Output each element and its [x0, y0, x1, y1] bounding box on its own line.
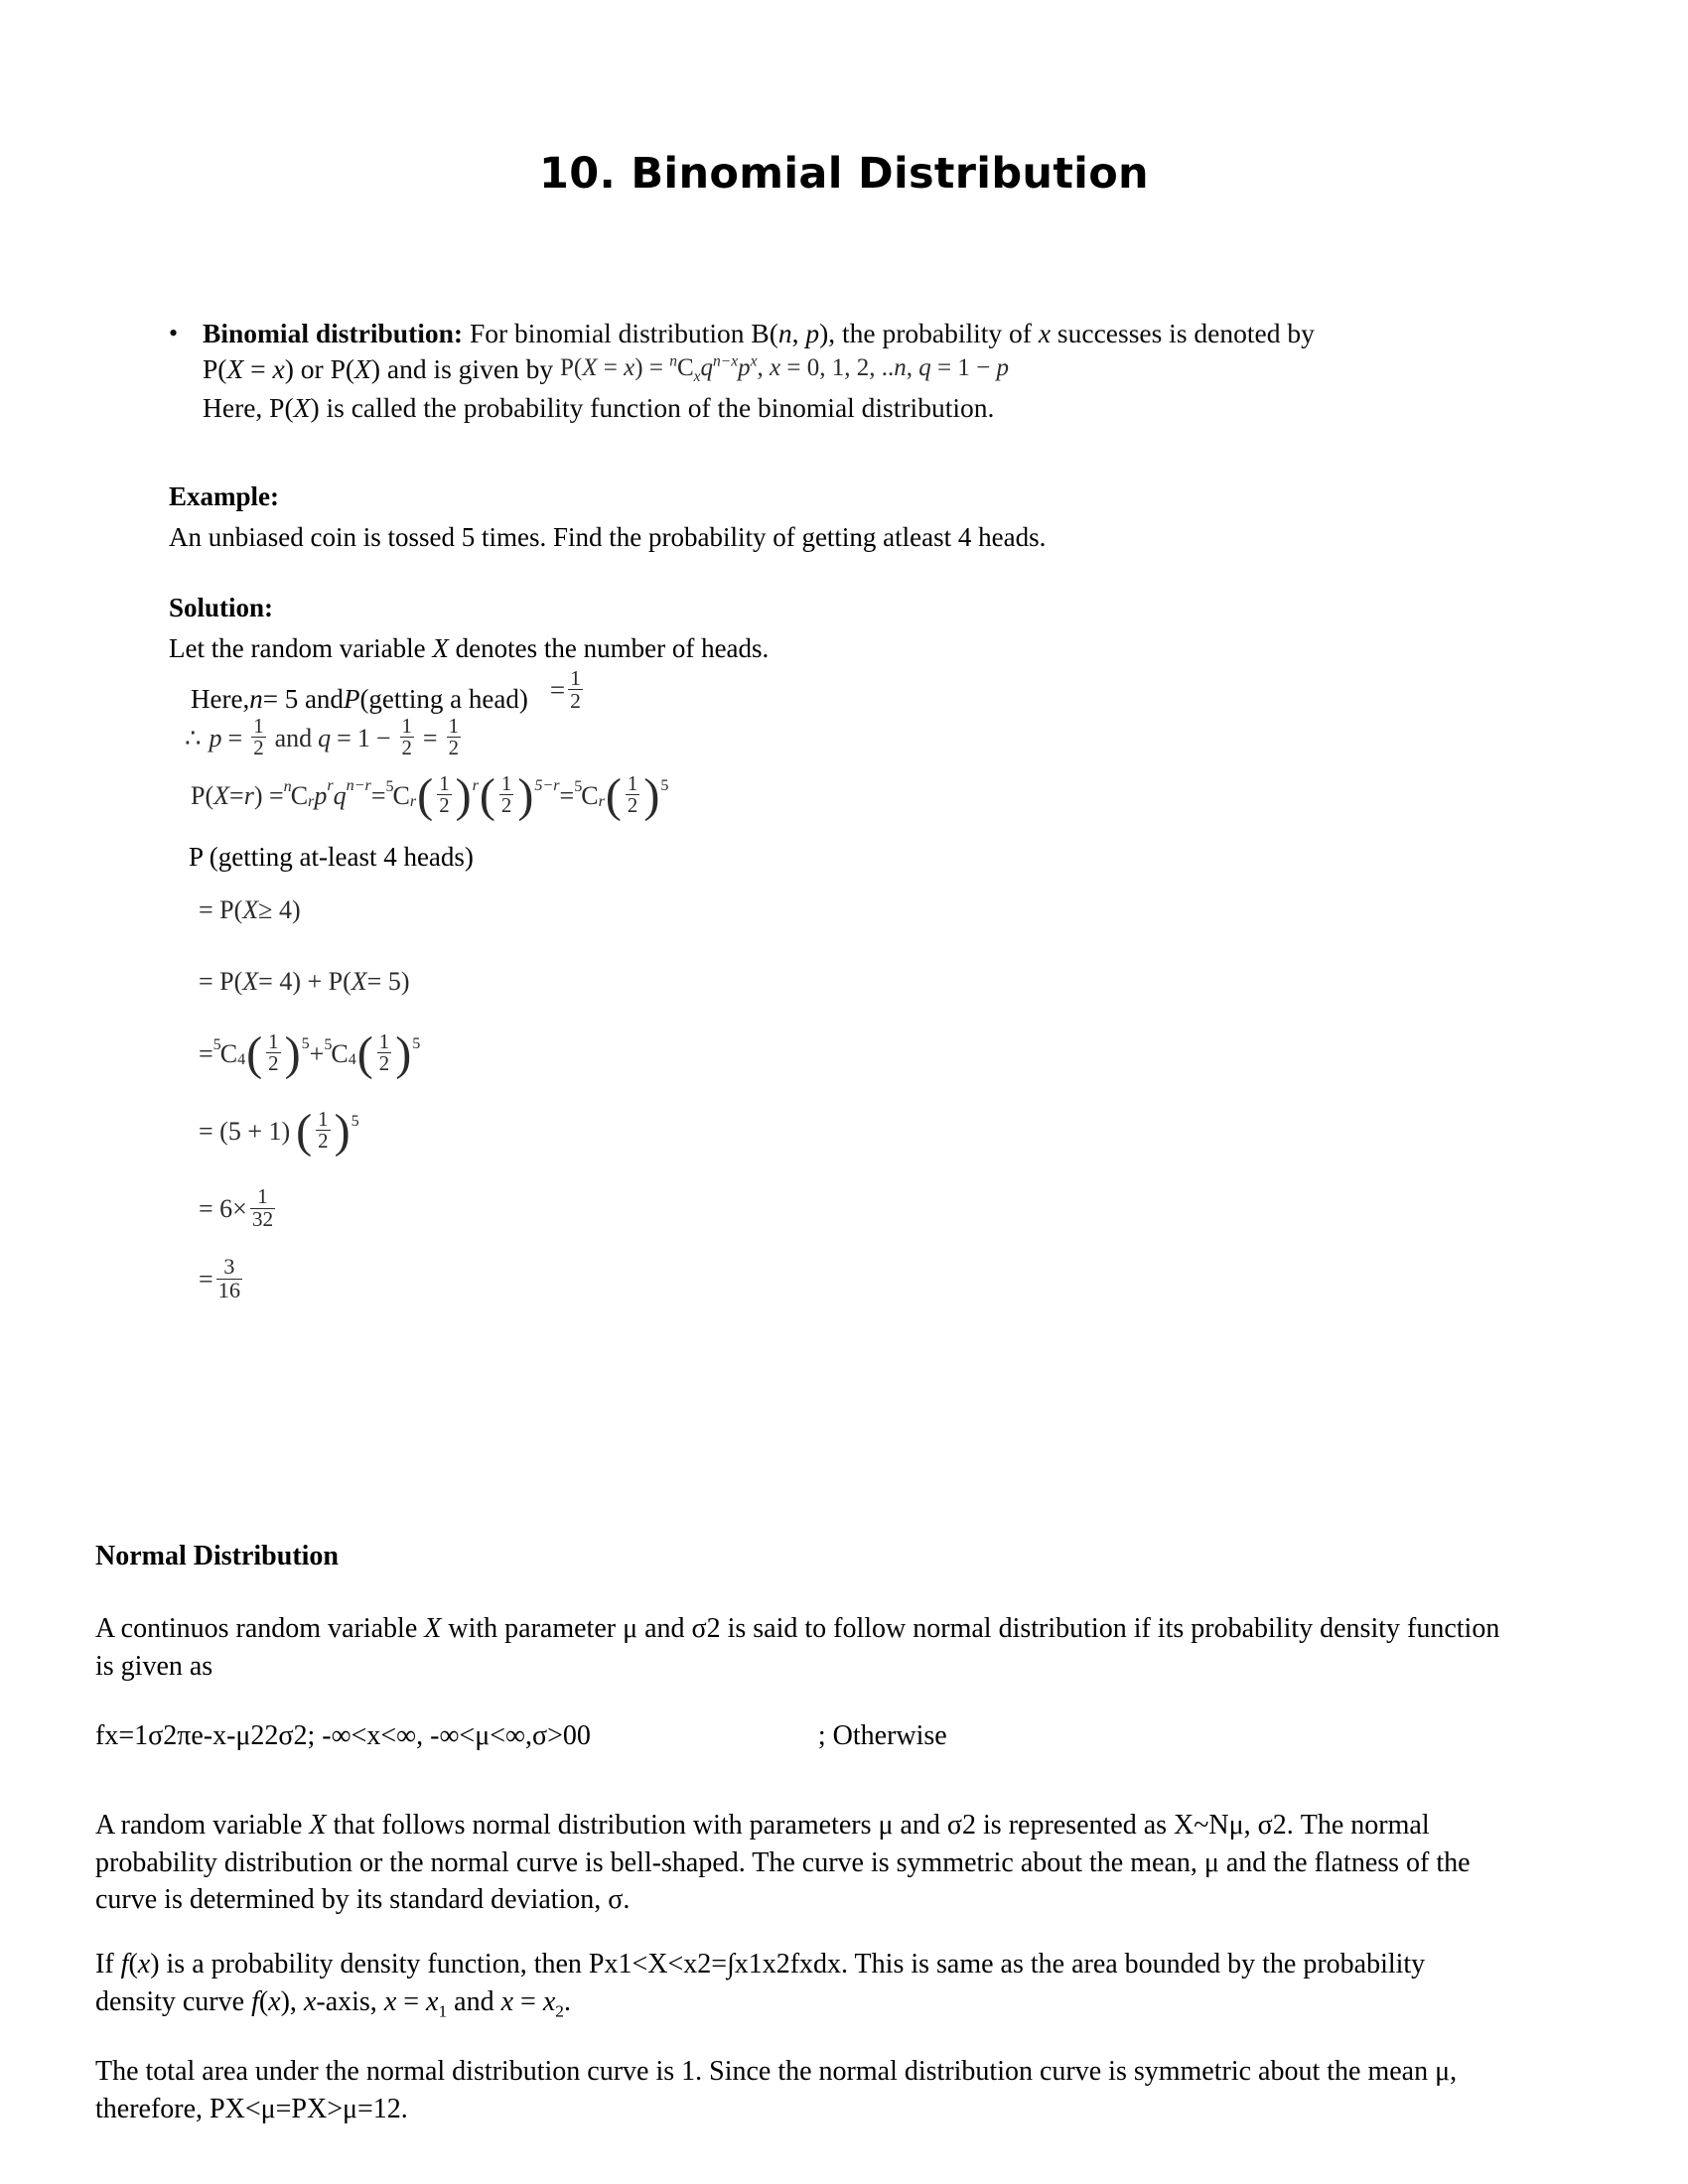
bullet-line2-X1: X	[226, 352, 244, 384]
probability-at-least-4-label: P (getting at-least 4 heads)	[189, 842, 474, 872]
pxr-half3-den: 2	[627, 794, 638, 818]
normal-para-2	[95, 1807, 1510, 1919]
here-half-num: 1	[570, 666, 581, 690]
final-frac-num: 3	[223, 1254, 235, 1279]
bullet-line3-b: ) is called the probability function of the binomial distribution.	[310, 391, 995, 423]
equation-here-n-p	[191, 666, 586, 722]
fpo-half-num: 1	[318, 1108, 329, 1131]
therefore-symbol: ∴	[185, 723, 202, 752]
here-c: (getting a head)	[359, 684, 528, 715]
comb-paren-open-1: (	[246, 1027, 263, 1081]
pxr-X: X	[213, 780, 230, 810]
comb-half-1	[266, 1031, 280, 1074]
normal-para1-X: X	[424, 1613, 442, 1644]
pxr-eq2: =	[370, 780, 386, 810]
comb-paren-close-1: )	[284, 1027, 301, 1081]
bullet-line3-X: X	[293, 391, 311, 423]
comb-C1: C	[219, 1038, 238, 1068]
equation-pxr-general	[191, 769, 669, 823]
pq-frac2	[400, 716, 414, 758]
fpo-paren-open: (	[296, 1105, 313, 1159]
bullet-term: Binomial distribution:	[203, 318, 464, 348]
six-frac-den: 32	[251, 1206, 274, 1231]
pxr-close: ) =	[253, 780, 284, 810]
fpo-pow: 5	[351, 1112, 359, 1130]
pmf-rest-q: q	[918, 353, 931, 381]
here-a: Here,	[191, 684, 250, 715]
bullet-text-before: For binomial distribution B(	[469, 318, 778, 348]
bullet-text-tail: successes is denoted by	[1051, 318, 1315, 348]
pxr-half2-num: 1	[500, 772, 512, 795]
p3-c: ) is a probability density function, then Px1<X<x2=∫x1x2fxdx. This is same as the area bounded by the probability density curve	[95, 1949, 1426, 2017]
pq-frac1-den: 2	[253, 737, 264, 760]
pxr-C2-sub: r	[409, 792, 417, 810]
equation-step-sum	[199, 967, 410, 997]
normal-para1-a: A continuos random variable	[95, 1613, 425, 1644]
comb-sup2: 5	[324, 1035, 333, 1053]
pxr-half-1	[437, 773, 451, 816]
pxr-q-pow: n−r	[346, 776, 371, 794]
pdf-otherwise-text: ; Otherwise	[817, 1720, 947, 1751]
p3-i: =	[513, 1985, 543, 2017]
pmf-rest2: = 0, 1, 2, ..	[780, 353, 895, 381]
pxr-half-2	[499, 773, 513, 816]
comb-paren-open-2: (	[356, 1027, 373, 1081]
p3-xaxis: x	[303, 1985, 317, 2017]
p3-x3: x	[383, 1985, 397, 2017]
p3-x: x	[137, 1949, 151, 1979]
pmf-rest-x: x	[770, 353, 781, 381]
example-heading: Example:	[169, 481, 279, 511]
normal-para2-b: that follows normal distribution with parameters μ and σ2 is represented as X~Nμ, σ2. The normal probability distribution or the normal curve is bell-shaped. The curve is symmetric about the mean, μ and the flatness of the curve is determined by its standard deviation, σ.	[95, 1810, 1471, 1916]
pmf-n-superscript: n	[669, 352, 677, 370]
bullet-line2-x2: x	[272, 352, 285, 384]
normal-para-3	[95, 1946, 1510, 2022]
equation-p-and-q	[185, 717, 464, 759]
bullet-line2-after: ) or P(	[284, 352, 355, 384]
equation-step-final-answer	[199, 1254, 245, 1303]
bullet-line3-a: Here, P(	[203, 391, 294, 423]
normal-para-1	[95, 1610, 1510, 1685]
pxr-half2-den: 2	[500, 794, 512, 818]
p3-j: .	[563, 1985, 571, 2017]
pxr-paren-open-1: (	[417, 769, 434, 823]
comb-half-2	[377, 1031, 391, 1074]
pmf-pre: P(	[560, 353, 583, 381]
pxr-five-sup2: 5	[574, 777, 583, 795]
pxr-half-3	[626, 773, 639, 816]
final-frac	[216, 1256, 242, 1302]
p3-b: (	[128, 1949, 138, 1979]
pxr-paren-open-2: (	[479, 769, 495, 823]
pmf-rest3: ,	[906, 353, 919, 381]
here-b: = 5 and	[262, 684, 344, 715]
pq-minus: −	[375, 723, 391, 752]
pxr-pow-5: 5	[660, 776, 669, 794]
normal-pdf-line	[95, 1717, 1525, 1755]
bullet-var-n: n	[777, 318, 792, 348]
pmf-C-subscript: x	[693, 367, 701, 385]
here-equals: =	[549, 675, 566, 706]
p3-x2: x	[268, 1985, 281, 2017]
pxr-r: r	[243, 780, 254, 810]
bullet-line2-end: ) and is given by	[370, 352, 554, 384]
comb-C2: C	[331, 1038, 349, 1068]
pq-q: q	[318, 723, 332, 752]
pmf-X: X	[582, 353, 598, 381]
comb-sup1: 5	[212, 1035, 221, 1053]
pxr-pow-r: r	[472, 776, 479, 794]
p3-x1sub: x	[426, 1985, 439, 2017]
pmf-eq: =	[597, 353, 625, 381]
sum-mid2: = 5)	[366, 967, 410, 996]
p3-a: If	[95, 1949, 121, 1979]
pxr-P: P(	[191, 780, 214, 810]
solution-intro-a: Let the random variable	[169, 633, 433, 663]
final-eq: =	[199, 1265, 213, 1295]
pmf-q-power: n−x	[713, 352, 739, 370]
comb-plus: +	[309, 1038, 325, 1068]
sum-X2: X	[351, 967, 367, 996]
comb-pow1: 5	[301, 1034, 310, 1052]
bullet-after-bp: ), the probability of	[819, 318, 1039, 348]
pmf-C: C	[676, 353, 694, 381]
p3-e: ),	[280, 1985, 304, 2017]
p3-sub2: 2	[555, 2001, 564, 2021]
pxr-p: p	[314, 780, 328, 810]
comb-half2-den: 2	[378, 1052, 390, 1076]
p3-g: =	[396, 1985, 427, 2017]
ge4-eq: = P(	[199, 895, 243, 924]
pxr-n-sup: n	[283, 777, 292, 795]
here-n: n	[249, 684, 263, 715]
p3-d: (	[258, 1985, 269, 2017]
p3-sub1: 1	[438, 2001, 448, 2021]
ge4-X: X	[242, 895, 259, 924]
fpo-half	[316, 1109, 330, 1152]
ge4-rest: ≥ 4)	[258, 895, 301, 924]
pxr-half1-num: 1	[439, 772, 450, 795]
pxr-five-sup: 5	[385, 777, 394, 795]
bullet-line2-X3: X	[354, 352, 371, 384]
fpo-eq: = (5 + 1)	[199, 1116, 291, 1146]
pxr-p-pow: r	[327, 776, 334, 794]
pq-frac3-den: 2	[448, 737, 459, 760]
bullet-line2-prefix: P(	[203, 352, 227, 384]
comb-half2-num: 1	[378, 1030, 390, 1053]
solution-intro-b: denotes the number of heads.	[448, 633, 770, 663]
pxr-paren-close-1: )	[455, 769, 472, 823]
pxr-paren-close-3: )	[643, 769, 660, 823]
bullet-var-p: p	[805, 318, 820, 348]
pxr-C2: C	[392, 780, 410, 810]
fpo-half-den: 2	[318, 1130, 329, 1154]
six-frac	[250, 1186, 275, 1230]
pq-frac2-den: 2	[401, 737, 412, 760]
comb-pow2: 5	[412, 1034, 421, 1052]
p3-f2: f	[251, 1985, 259, 2017]
pxr-half1-den: 2	[439, 794, 450, 818]
pq-frac3	[447, 716, 461, 758]
pmf-p: p	[738, 353, 751, 381]
equation-step-six-times	[199, 1184, 278, 1231]
here-half-fraction	[568, 667, 583, 712]
pxr-paren-close-2: )	[517, 769, 534, 823]
pxr-pow-5r: 5−r	[534, 776, 560, 794]
pmf-x: x	[624, 353, 635, 381]
solution-intro	[169, 631, 1539, 666]
pdf-formula-text: fx=1σ2πe-x-μ22σ2; -∞<x<∞, -∞<μ<∞,σ>00	[95, 1720, 591, 1751]
pq-eq1: =	[227, 723, 243, 752]
page-title: 10. Binomial Distribution	[539, 149, 1149, 199]
equation-step-five-plus-one	[199, 1105, 359, 1159]
pq-frac1-num: 1	[253, 715, 264, 738]
sum-mid1: = 4) + P(	[258, 967, 352, 996]
pxr-eq: =	[229, 780, 244, 810]
here-half-den: 2	[570, 689, 581, 714]
p3-h: and	[447, 1985, 501, 2017]
pmf-rest-n: n	[894, 353, 907, 381]
pxr-q: q	[333, 780, 347, 810]
pmf-rest4: = 1 −	[930, 353, 997, 381]
pq-one: 1	[356, 723, 370, 752]
pmf-rest-p: p	[996, 353, 1009, 381]
normal-para2-a: A random variable	[95, 1810, 310, 1841]
pq-frac3-num: 1	[448, 715, 459, 738]
normal-para1-b: with parameter μ and σ2 is said to follow normal distribution if its probability density function is given as	[95, 1613, 1500, 1682]
sum-X1: X	[242, 967, 259, 996]
pxr-C3: C	[581, 780, 599, 810]
equation-step-combinations	[199, 1027, 421, 1081]
bullet-marker-icon: •	[169, 319, 179, 347]
bullet-line2-mid: =	[243, 352, 273, 384]
pmf-q: q	[700, 353, 714, 381]
pq-eq2: =	[337, 723, 352, 752]
sum-eq: = P(	[199, 967, 243, 996]
p3-f: f	[120, 1949, 129, 1979]
pmf-p-power: x	[750, 352, 758, 370]
normal-para-4: The total area under the normal distribution curve is 1. Since the normal distribution curve is symmetric about the mean μ, therefore, PX<μ=PX>μ=12.	[95, 2056, 1458, 2124]
p3-x2sub: x	[542, 1985, 556, 2017]
pxr-half3-num: 1	[627, 772, 638, 795]
six-frac-num: 1	[257, 1184, 268, 1208]
pq-frac1	[251, 716, 265, 758]
here-P: P	[343, 684, 360, 715]
solution-heading: Solution:	[169, 593, 274, 622]
comb-sub1: 4	[237, 1050, 246, 1068]
bullet-binomial-text	[203, 316, 1579, 426]
normal-distribution-heading: Normal Distribution	[95, 1541, 339, 1571]
pxr-paren-open-3: (	[605, 769, 622, 823]
pmf-close: ) =	[634, 353, 670, 381]
pq-eq3: =	[422, 723, 438, 752]
fpo-paren-close: )	[334, 1105, 351, 1159]
equation-step-ge4	[199, 895, 301, 925]
comb-half1-den: 2	[268, 1052, 279, 1076]
p3-f3: -axis,	[316, 1985, 384, 2017]
binomial-pmf-formula	[560, 352, 1009, 385]
example-text: An unbiased coin is tossed 5 times. Find the probability of getting atleast 4 heads.	[169, 522, 1047, 552]
solution-intro-X: X	[432, 633, 449, 663]
normal-para2-X: X	[309, 1810, 327, 1841]
pq-frac2-num: 1	[401, 715, 412, 738]
bullet-binomial-distribution	[169, 316, 1579, 426]
final-frac-den: 16	[217, 1277, 241, 1302]
six-eq: = 6×	[199, 1194, 247, 1224]
pmf-rest1: ,	[757, 353, 771, 381]
pxr-C3-sub: r	[598, 792, 605, 810]
pq-and: and	[274, 723, 313, 752]
pq-p: p	[209, 723, 222, 752]
pxr-eq3: =	[559, 780, 575, 810]
bullet-var-x: x	[1038, 318, 1052, 348]
pxr-C1-sub: r	[308, 792, 315, 810]
comb-paren-close-2: )	[395, 1027, 412, 1081]
comb-sub2: 4	[348, 1050, 356, 1068]
comb-eq: =	[199, 1038, 213, 1068]
pxr-C1: C	[290, 780, 309, 810]
p3-x4: x	[500, 1985, 514, 2017]
comb-half1-num: 1	[268, 1030, 279, 1053]
bullet-comma: ,	[791, 318, 806, 348]
